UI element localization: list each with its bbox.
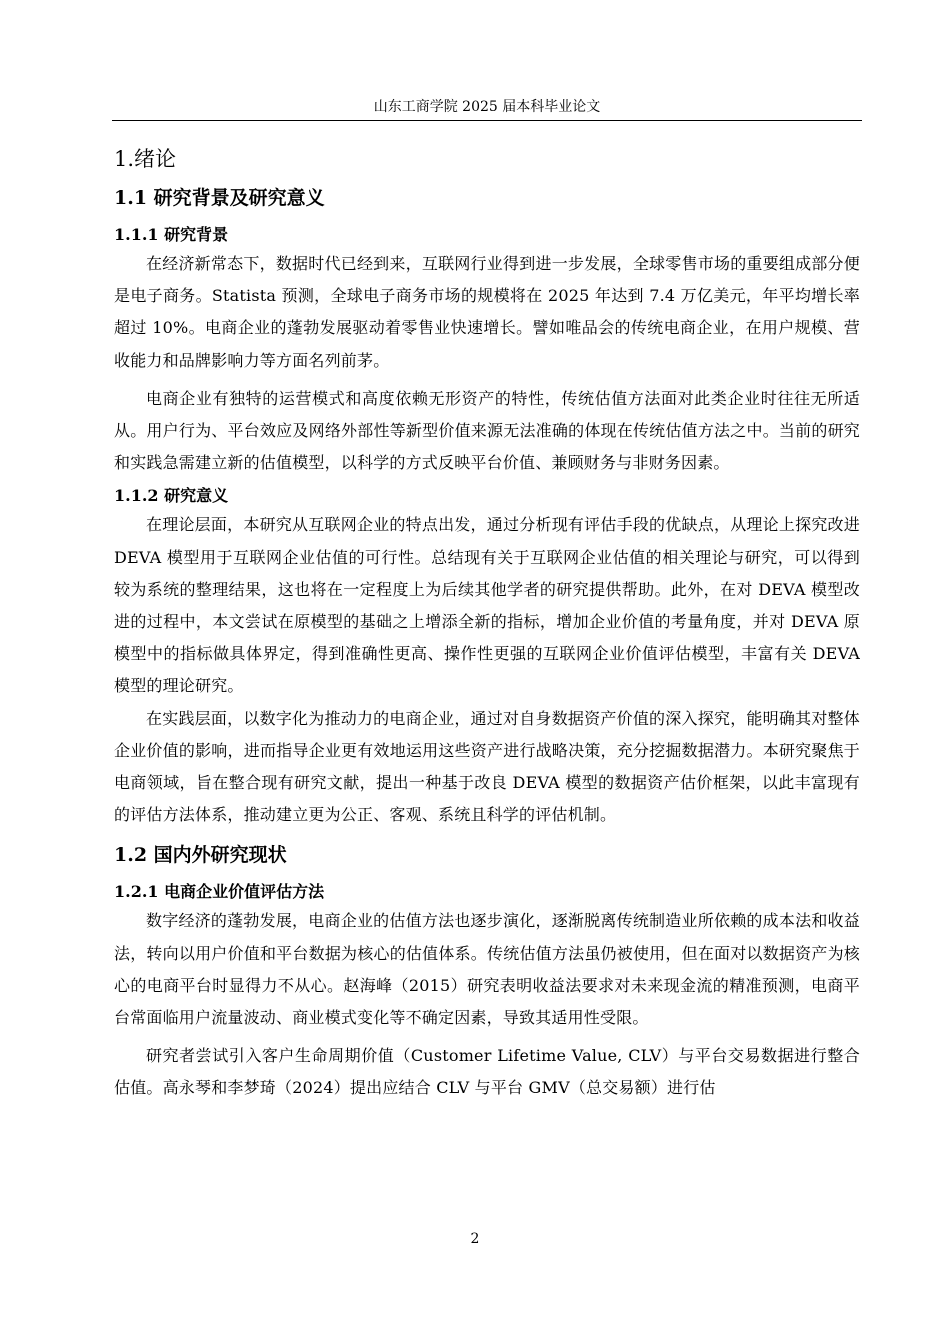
section-title-1-2: 1.2 国内外研究现状: [114, 844, 287, 867]
subsection-title-1-1-2: 1.1.2 研究意义: [114, 486, 229, 506]
subsection-title-1-2-1: 1.2.1 电商企业价值评估方法: [114, 882, 325, 902]
header-rule: [112, 120, 862, 121]
running-header: 山东工商学院 2025 届本科毕业论文: [373, 99, 601, 115]
page-number: 2: [470, 1231, 480, 1247]
paragraph: 在经济新常态下，数据时代已经到来，互联网行业得到进一步发展，全球零售市场的重要组成部分便是电子商务。Statista 预测，全球电子商务市场的规模将在 2025 年达到 7.4 万亿美元，年平均增长率超过 10%。电商企业的蓬勃发展驱动着零售业快速增长。譬如唯品会的传统电商企业，在用户规模、营收能力和品牌影响力等方面名列前茅。: [114, 254, 860, 370]
section-title-1-1: 1.1 研究背景及研究意义: [114, 187, 325, 209]
paragraph: 在实践层面，以数字化为推动力的电商企业，通过对自身数据资产价值的深入探究，能明确其对整体企业价值的影响，进而指导企业更有效地运用这些资产进行战略决策，充分挖掘数据潜力。本研究聚焦于电商领域，旨在整合现有研究文献，提出一种基于改良 DEVA 模型的数据资产估价框架，以此丰富现有的评估方法体系，推动建立更为公正、客观、系统且科学的评估机制。: [114, 708, 860, 825]
paragraph: 在理论层面，本研究从互联网企业的特点出发，通过分析现有评估手段的优缺点，从理论上探究改进 DEVA 模型用于互联网企业估值的可行性。总结现有关于互联网企业估值的相关理论与研究，可以得到较为系统的整理结果，这也将在一定程度上为后续其他学者的研究提供帮助。此外，在对 DEVA 模型改进的过程中，本文尝试在原模型的基础之上增添全新的指标，增加企业价值的考量角度，并对 DEVA 原模型中的指标做具体界定，得到准确性更高、操作性更强的互联网企业价值评估模型，丰富有关 DEVA 模型的理论研究。: [114, 515, 860, 696]
subsection-title-1-1-1: 1.1.1 研究背景: [114, 225, 229, 244]
paragraph: 数字经济的蓬勃发展，电商企业的估值方法也逐步演化，逐渐脱离传统制造业所依赖的成本法和收益法，转向以用户价值和平台数据为核心的估值体系。传统估值方法虽仍被使用，但在面对以数据资产为核心的电商平台时显得力不从心。赵海峰（2015）研究表明收益法要求对未来现金流的精准预测，电商平台常面临用户流量波动、商业模式变化等不确定因素，导致其适用性受限。: [114, 911, 860, 1028]
chapter-title: 1.绪论: [114, 147, 177, 171]
page-body: [114, 140, 860, 1105]
paragraph: 电商企业有独特的运营模式和高度依赖无形资产的特性，传统估值方法面对此类企业时往往无所适从。用户行为、平台效应及网络外部性等新型价值来源无法准确的体现在传统估值方法之中。当前的研究和实践急需建立新的估值模型，以科学的方式反映平台价值、兼顾财务与非财务因素。: [114, 388, 860, 473]
paragraph: 研究者尝试引入客户生命周期价值（Customer Lifetime Value, CLV）与平台交易数据进行整合估值。高永琴和李梦琦（2024）提出应结合 CLV 与平台 GMV（总交易额）进行估: [114, 1046, 860, 1098]
